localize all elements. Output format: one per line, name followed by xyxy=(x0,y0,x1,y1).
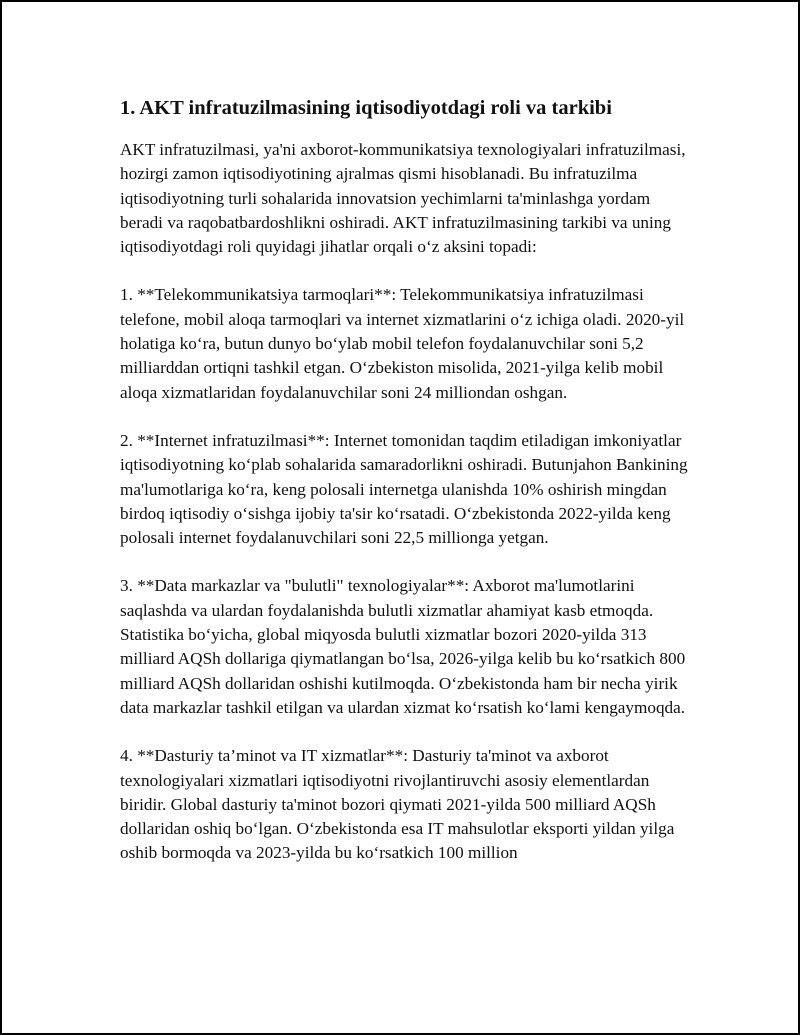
intro-paragraph: AKT infratuzilmasi, ya'ni axborot-kommunikatsiya texnologiyalari infratuzilmasi, hozirgi zamon iqtisodiyotining ajralmas qismi hisoblanadi. Bu infratuzilma iqtisodiyotning turli sohalarida innovatsion yechimlarni ta'minlashga yordam beradi va raqobatbardoshlikni oshiradi. AKT infratuzilmasining tarkibi va uning iqtisodiyotdagi roli quyidagi jihatlar orqali oʻz aksini topadi: xyxy=(120,140,686,257)
document-body xyxy=(120,94,692,890)
telecom-paragraph: 1. **Telekommunikatsiya tarmoqlari**: Telekommunikatsiya infratuzilmasi telefone, mobil aloqa tarmoqlari va internet xizmatlarini oʻz ichiga oladi. 2020-yil holatiga koʻra, butun dunyo boʻylab mobil telefon foydalanuvchilar soni 5,2 milliarddan ortiqni tashkil etgan. Oʻzbekiston misolida, 2021-yilga kelib mobil aloqa xizmatlaridan foydalanuvchilar soni 24 milliondan oshgan. xyxy=(120,285,685,402)
section-heading: 1. AKT infratuzilmasining iqtisodiyotdagi roli va tarkibi xyxy=(120,97,612,119)
software-paragraph: 4. **Dasturiy ta’minot va IT xizmatlar**: Dasturiy ta'minot va axborot texnologiyalari xizmatlari iqtisodiyotni rivojlantiruvchi asosiy elementlardan biridir. Global dasturiy ta'minot bozori qiymati 2021-yilda 500 milliard AQSh dollaridan oshiq boʻlgan. Oʻzbekistonda esa IT mahsulotlar eksporti yildan yilga oshib bormoqda va 2023-yilda bu koʻrsatkich 100 million xyxy=(120,746,675,863)
internet-paragraph: 2. **Internet infratuzilmasi**: Internet tomonidan taqdim etiladigan imkoniyatlar iqtisodiyotning koʻplab sohalarida samaradorlikni oshiradi. Butunjahon Bankining ma'lumotlariga koʻra, keng polosali internetga ulanishda 10% oshirish mingdan birdoq iqtisodiy oʻsishga ijobiy ta'sir koʻrsatadi. Oʻzbekistonda 2022-yilda keng polosali internet foydalanuvchilari soni 22,5 millionga yetgan. xyxy=(120,430,688,548)
data-centers-paragraph: 3. **Data markazlar va "bulutli" texnologiyalar**: Axborot ma'lumotlarini saqlashda va ulardan foydalanishda bulutli xizmatlar ahamiyat kasb etmoqda. Statistika boʻyicha, global miqyosda bulutli xizmatlar bozori 2020-yilda 313 milliard AQSh dollariga qiymatlangan boʻlsa, 2026-yilga kelib bu koʻrsatkich 800 milliard AQSh dollaridan oshishi kutilmoqda. Oʻzbekistonda ham bir necha yirik data markazlar tashkil etilgan va ulardan xizmat koʻrsatish koʻlami kengaymoqda. xyxy=(120,576,686,717)
